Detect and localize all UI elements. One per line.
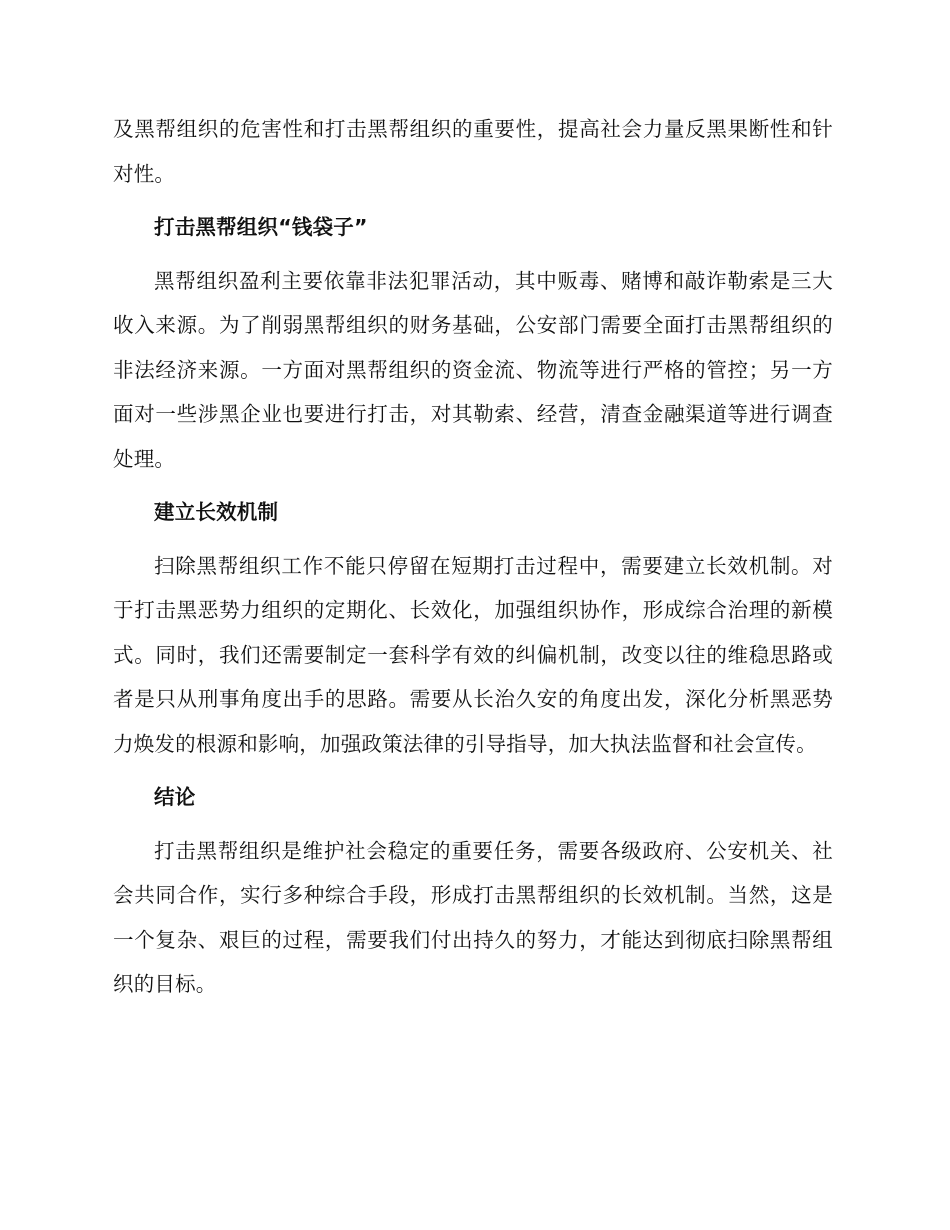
- section-body-money-bag: 黑帮组织盈利主要依靠非法犯罪活动，其中贩毒、赌博和敲诈勒索是三大收入来源。为了削弱黑帮组织的财务基础，公安部门需要全面打击黑帮组织的非法经济来源。一方面对黑帮组织的资金流、物流等进行严格的管控；另一方面对一些涉黑企业也要进行打击，对其勒索、经营，清查金融渠道等进行调查处理。: [113, 268, 833, 471]
- section-body-conclusion: 打击黑帮组织是维护社会稳定的重要任务，需要各级政府、公安机关、社会共同合作，实行多种综合手段，形成打击黑帮组织的长效机制。当然，这是一个复杂、艰巨的过程，需要我们付出持久的努力，才能达到彻底扫除黑帮组织的目标。: [113, 838, 833, 996]
- section-heading-long-term-mechanism: 建立长效机制: [154, 500, 279, 524]
- section-heading-conclusion: 结论: [154, 785, 196, 809]
- section-heading-money-bag: 打击黑帮组织“钱袋子”: [154, 215, 368, 239]
- document-page: [113, 107, 833, 1007]
- section-body-long-term-mechanism: 扫除黑帮组织工作不能只停留在短期打击过程中，需要建立长效机制。对于打击黑恶势力组织的定期化、长效化，加强组织协作，形成综合治理的新模式。同时，我们还需要制定一套科学有效的纠偏机制，改变以往的维稳思路或者是只从刑事角度出手的思路。需要从长治久安的角度出发，深化分析黑恶势力焕发的根源和影响，加强政策法律的引导指导，加大执法监督和社会宣传。: [113, 553, 833, 756]
- intro-continuation-paragraph: 及黑帮组织的危害性和打击黑帮组织的重要性，提高社会力量反黑果断性和针对性。: [113, 117, 833, 186]
